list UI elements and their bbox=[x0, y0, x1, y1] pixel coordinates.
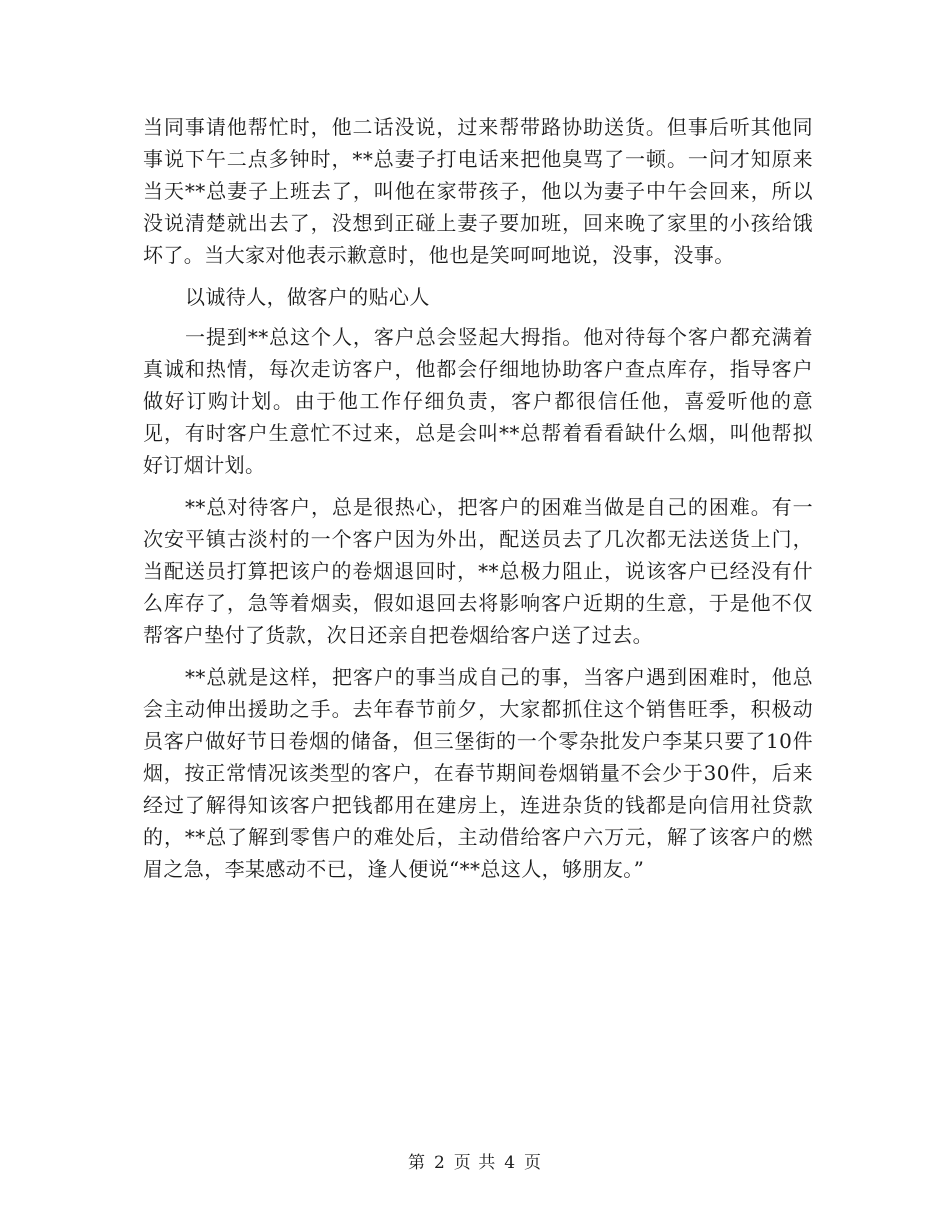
footer-current-page: 2 bbox=[433, 1153, 446, 1173]
document-body bbox=[143, 111, 813, 885]
paragraph-2: 一提到**总这个人，客户总会竖起大拇指。他对待每个客户都充满着真诚和热情，每次走访客户，他都会仔细地协助客户查点库存，指导客户做好订购计划。由于他工作仔细负责，客户都很信任他，喜爱听他的意见，有时客户生意忙不过来，总是会叫**总帮着看看缺什么烟，叫他帮拟好订烟计划。 bbox=[143, 325, 813, 477]
footer-prefix: 第 bbox=[407, 1153, 426, 1173]
paragraph-4: **总就是这样，把客户的事当成自己的事，当客户遇到困难时，他总会主动伸出援助之手。去年春节前夕，大家都抓住这个销售旺季，积极动员客户做好节日卷烟的储备，但三堡街的一个零杂批发户李某只要了10件烟，按正常情况该类型的客户，在春节期间卷烟销量不会少于30件，后来经过了解得知该客户把钱都用在建房上，连进杂货的钱都是向信用社贷款的，**总了解到零售户的难处后，主动借给客户六万元，解了该客户的燃眉之急，李某感动不已，逢人便说“**总这人，够朋友。” bbox=[143, 665, 813, 881]
footer-total-pages: 4 bbox=[504, 1153, 517, 1173]
section-heading: 以诚待人，做客户的贴心人 bbox=[185, 285, 430, 309]
footer-middle: 页 共 bbox=[453, 1153, 497, 1173]
paragraph-1: 当同事请他帮忙时，他二话没说，过来帮带路协助送货。但事后听其他同事说下午二点多钟时，**总妻子打电话来把他臭骂了一顿。一问才知原来当天**总妻子上班去了，叫他在家带孩子，他以为妻子中午会回来，所以没说清楚就出去了，没想到正碰上妻子要加班，回来晚了家里的小孩给饿坏了。当大家对他表示歉意时，他也是笑呵呵地说，没事，没事。 bbox=[143, 115, 813, 267]
footer-suffix: 页 bbox=[524, 1153, 543, 1173]
paragraph-3: **总对待客户，总是很热心，把客户的困难当做是自己的困难。有一次安平镇古淡村的一个客户因为外出，配送员去了几次都无法送货上门，当配送员打算把该户的卷烟退回时，**总极力阻止，说该客户已经没有什么库存了，急等着烟卖，假如退回去将影响客户近期的生意，于是他不仅帮客户垫付了货款，次日还亲自把卷烟给客户送了过去。 bbox=[143, 495, 813, 647]
page-footer bbox=[0, 1148, 950, 1173]
